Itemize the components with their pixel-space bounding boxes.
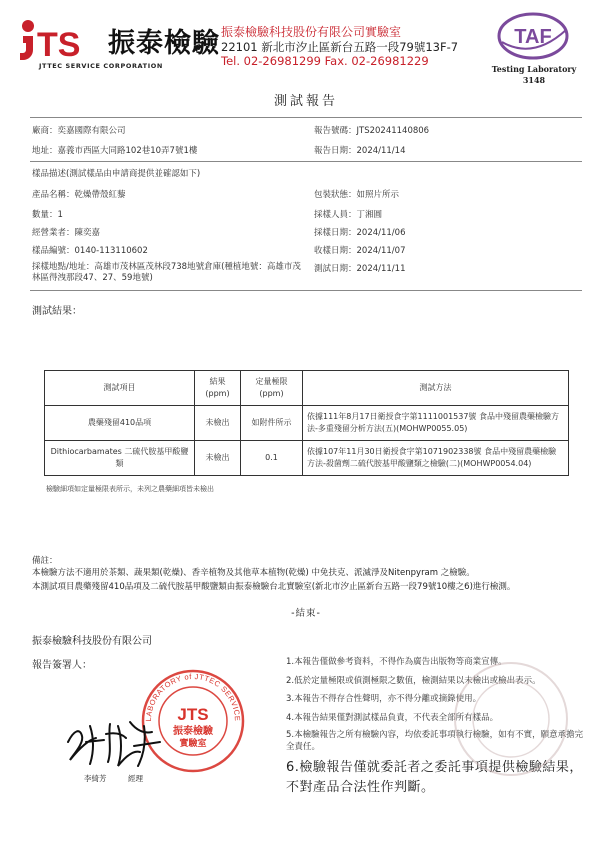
received-date: 收樣日期：2024/11/07 [314,246,406,256]
report-title: 測試報告 [273,94,338,109]
svg-text:實驗室: 實驗室 [179,739,207,749]
remark-line: 本檢驗方法不適用於茶類、蔬果類(乾燥)、香辛植物及其他草本植物(乾燥) 中免扶克、派滅淨及Nitenpyram 之檢驗。 [32,568,475,578]
report-number: 報告號碼：JTS20241140806 [314,126,430,136]
header-loq: 定量極限 (ppm) [241,371,303,406]
header-method: 測試方法 [303,371,569,406]
watermark-seal [452,660,570,778]
sampling-date: 採樣日期：2024/11/06 [314,228,406,238]
cell-item: Dithiocarbamates 二硫代胺基甲酸鹽類 [45,441,195,476]
note-item: 5.本檢驗報告之所有檢驗內容，均依委託事項執行檢驗，如有不實，願意承擔完全責任。 [286,730,584,752]
svg-text:TAF: TAF [514,26,552,48]
sample-heading: 樣品描述(測試樣品由申請商提供並確認如下) [32,169,201,179]
table-footnote: 檢驗細項如定量極限表所示，未列之農藥細項皆未檢出 [46,485,214,493]
lab-contact: Tel. 02-26981299 Fax. 02-26981229 [221,54,429,68]
header-test-item: 測試項目 [45,371,195,406]
cell-item: 農藥殘留410品項 [45,406,195,441]
cell-result: 未檢出 [195,441,241,476]
sample-id: 樣品編號：0140-113110602 [32,246,148,256]
svg-text:TS: TS [37,26,81,64]
lab-address: 22101 新北市汐止區新台五路一段79號13F-7 [221,40,459,54]
sampling-location: 採樣地點/地址：高雄市茂林區茂林段738地號倉庫(種植地號：高雄市茂林區得洩那段47、27、59地號) [32,262,301,283]
table-row [45,441,569,476]
packaging-status: 包裝狀態：如照片所示 [314,190,400,200]
results-title: 測試結果： [32,306,82,317]
quantity: 數量：1 [32,210,63,220]
company-name: 振泰檢驗科技股份有限公司 [32,636,152,647]
cell-result: 未檢出 [195,406,241,441]
taf-number: 3148 [522,75,546,85]
svg-text:JTS: JTS [177,705,209,724]
signer-label: 報告簽署人： [32,660,92,671]
test-date: 測試日期：2024/11/11 [314,264,406,274]
divider [30,117,582,118]
product-name: 產品名稱：乾燥帶殼紅藜 [32,190,126,200]
logo-chinese-name: 振泰檢驗 [108,28,220,59]
table-row [45,406,569,441]
svg-text:振泰檢驗: 振泰檢驗 [173,726,213,737]
jts-logo [20,18,100,64]
header-result: 結果 (ppm) [195,371,241,406]
client-address: 地址：嘉義市西區大同路102巷10弄7號1樓 [32,146,198,156]
cell-loq: 0.1 [241,441,303,476]
note-item: 4.本報告結果僅對測試樣品負責，不代表全部所有樣品。 [286,713,499,723]
remark-line: 本測試項目農藥殘留410品項及二硫代胺基甲酸鹽類由振泰檢驗台北實驗室(新北市汐止區新台五路一段79號10樓之6)進行檢測。 [32,582,516,592]
note-item: 1.本報告僅做參考資料，不得作為廣告出版物等商業宣傳。 [286,657,507,667]
client-name: 廠商：奕嘉國際有限公司 [32,126,126,136]
signer-name: 李綺芳 [84,774,107,783]
report-date: 報告日期：2024/11/14 [314,146,406,156]
table-header-row [45,371,569,406]
sampler: 採樣人員：丁湘圓 [314,210,383,220]
results-table [44,370,569,476]
divider [30,161,582,162]
handwritten-signature [60,712,170,772]
note-item: 3.本報告不得存合性聲明，亦不得分離或摘錄使用。 [286,694,482,704]
logo-english-name: JTTEC SERVICE CORPORATION [39,62,163,70]
remarks-title: 備註： [32,556,58,566]
end-mark: -結束- [291,608,321,619]
lab-name: 振泰檢驗科技股份有限公司實驗室 [221,25,402,39]
svg-text:LABORATORY of JTTEC SERVICE: LABORATORY of JTTEC SERVICE [143,671,243,722]
cell-loq: 如附件所示 [241,406,303,441]
operator: 經營業者：陳奕嘉 [32,228,101,238]
signer-title: 經理 [128,774,143,783]
cell-method: 依據107年11月30日衛授食字第1071902338號 食品中殘留農藥檢驗方法-殺菌劑二硫代胺基甲酸鹽類之檢驗(二)(MOHWP0054.04) [303,441,569,476]
cell-method: 依據111年8月17日衛授食字第1111001537號 食品中殘留農藥檢驗方法-多重殘留分析方法(五)(MOHWP0055.05) [303,406,569,441]
divider [30,290,582,291]
taf-label: Testing Laboratory [491,64,577,74]
note-item: 2.低於定量極限或偵測極限之數值，檢測結果以未檢出或檢出表示。 [286,676,541,686]
note-item-emphasis: 6.檢驗報告僅就委託者之委託事項提供檢驗結果，不對產品合法性作判斷。 [286,760,583,795]
